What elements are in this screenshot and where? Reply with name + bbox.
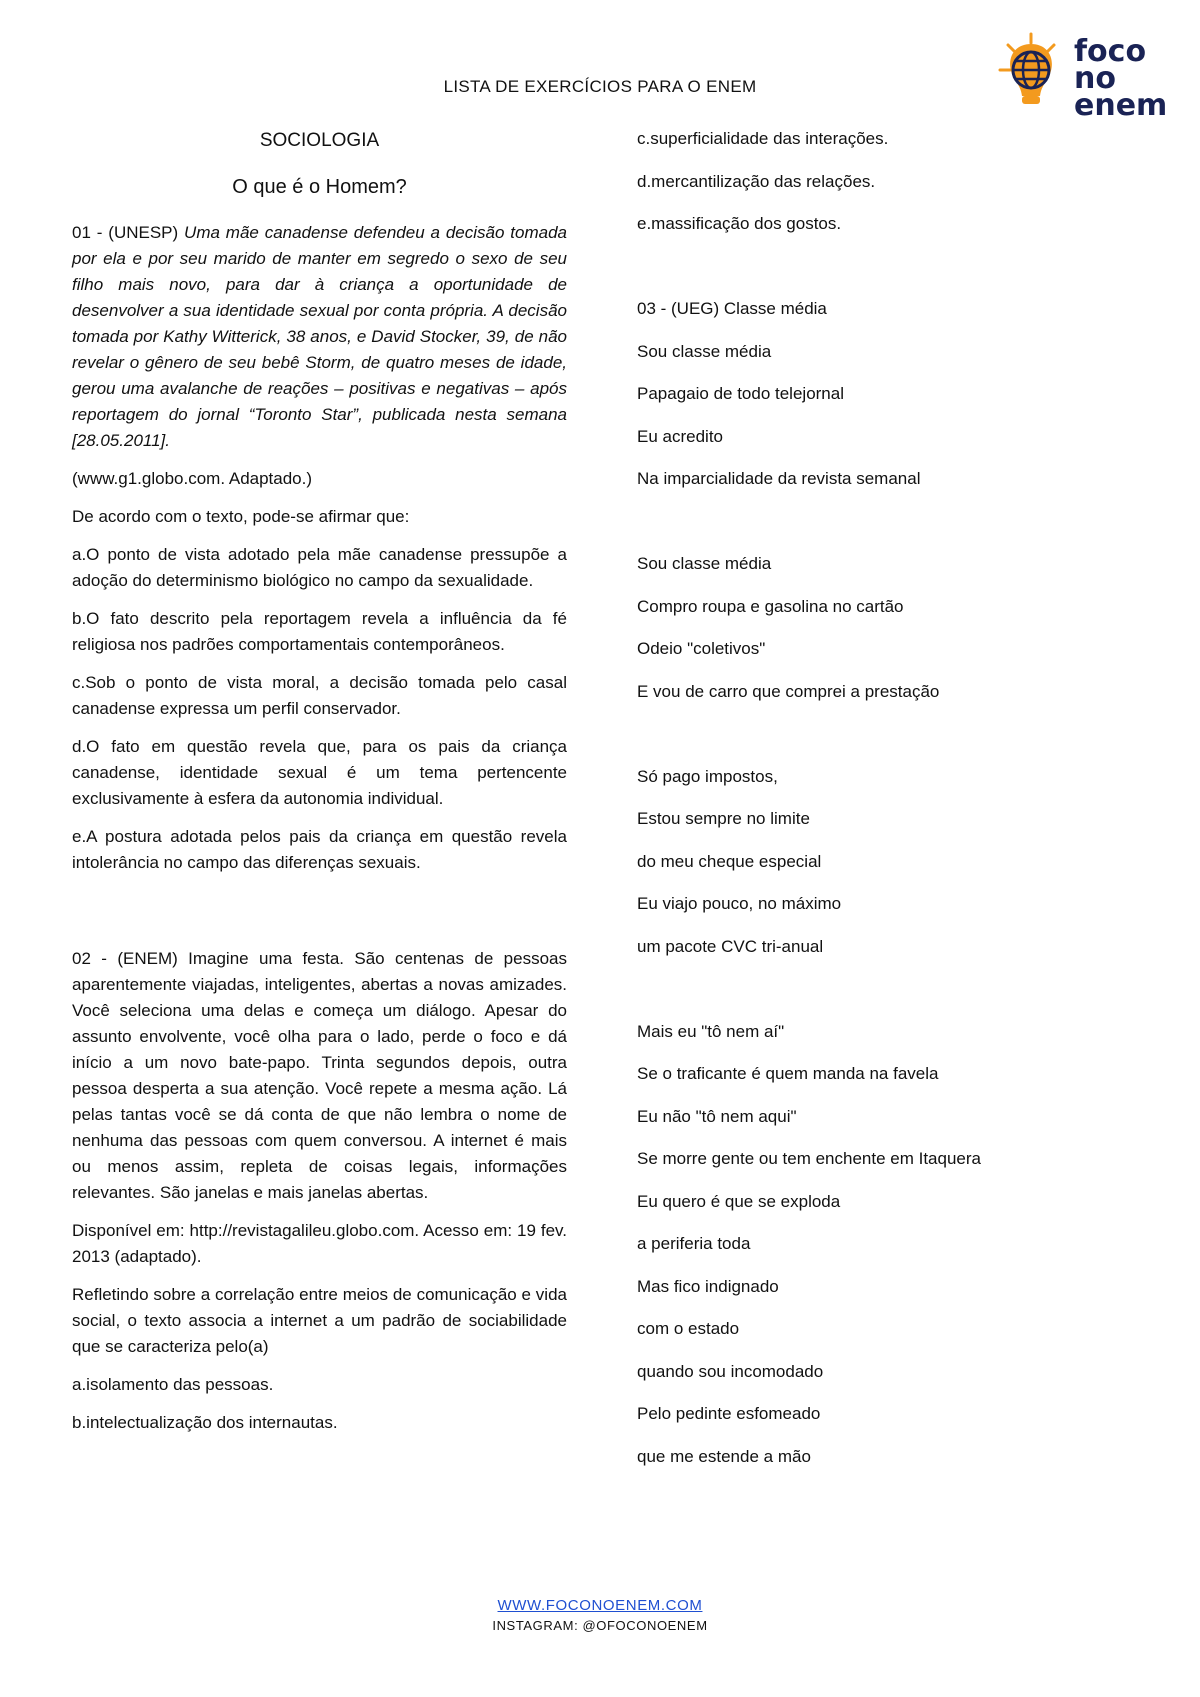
question-2-source: Disponível em: http://revistagalileu.globo.com. Acesso em: 19 fev. 2013 (adaptado).	[72, 1221, 567, 1266]
right-column	[637, 126, 1057, 1486]
question-1-option-c: c.Sob o ponto de vista moral, a decisão tomada pelo casal canadense expressa um perfil conservador.	[72, 673, 567, 718]
topic-heading: O que é o Homem?	[232, 176, 407, 198]
poem-line: quando sou incomodado	[637, 1361, 824, 1381]
poem-line: Sou classe média	[637, 554, 772, 573]
poem-line: um pacote CVC tri-anual	[637, 936, 824, 956]
poem-line: Na imparcialidade da revista semanal	[637, 469, 921, 488]
poem-line: Eu viajo pouco, no máximo	[637, 894, 842, 913]
question-1-source: (www.g1.globo.com. Adaptado.)	[72, 469, 313, 488]
question-2-text: 02 - (ENEM) Imagine uma festa. São centenas de pessoas aparentemente viajadas, inteligentes, abertas a novas amizades. Você seleciona uma delas e começa um diálogo. Apesar do assunto envolvente, você olha para o lado, perde o foco e dá início a um novo bate-papo. Trinta segundos depois, outra pessoa desperta a sua atenção. Você repete a mesma ação. Lá pelas tantas você se dá conta de que não lembra o nome de nenhuma das pessoas com quem conversou. A internet é mais ou menos assim, repleta de coisas legais, informações relevantes. São janelas e mais janelas abertas.	[72, 949, 567, 1202]
question-1-prefix: 01 - (UNESP)	[72, 223, 185, 242]
poem-line: Papagaio de todo telejornal	[637, 384, 844, 403]
poem-line: Estou sempre no limite	[637, 809, 810, 828]
page-title: LISTA DE EXERCÍCIOS PARA O ENEM	[443, 77, 757, 96]
website-link[interactable]: WWW.FOCONOENEM.COM	[497, 1597, 703, 1614]
left-column	[72, 128, 567, 1448]
question-2-prompt: Refletindo sobre a correlação entre meios de comunicação e vida social, o texto associa a internet a um padrão de sociabilidade que se caracteriza pelo(a)	[72, 1285, 567, 1356]
question-1-text	[72, 220, 567, 454]
subject-heading: SOCIOLOGIA	[259, 130, 380, 151]
poem-line: Mais eu "tô nem aí"	[637, 1021, 785, 1041]
poem-line: Só pago impostos,	[637, 766, 778, 786]
poem-line: que me estende a mão	[637, 1446, 811, 1466]
poem-line: Se morre gente ou tem enchente em Itaquera	[637, 1149, 981, 1168]
logo-text-line-2: no enem	[1074, 61, 1168, 123]
poem-line: Pelo pedinte esfomeado	[637, 1404, 821, 1423]
poem-line: Eu quero é que se exploda	[637, 1191, 841, 1211]
poem-line: Eu acredito	[637, 426, 723, 446]
poem-line: Mas fico indignado	[637, 1276, 779, 1296]
question-1-prompt: De acordo com o texto, pode-se afirmar que:	[72, 507, 410, 526]
question-2-option-b: b.intelectualização dos internautas.	[72, 1413, 338, 1432]
poem-line: do meu cheque especial	[637, 851, 822, 871]
poem-line: Eu não "tô nem aqui"	[637, 1106, 797, 1126]
poem-line: com o estado	[637, 1319, 740, 1338]
question-2-option-c: c.superficialidade das interações.	[637, 129, 889, 148]
question-2-option-d: d.mercantilização das relações.	[637, 171, 876, 191]
poem-line: Compro roupa e gasolina no cartão	[637, 596, 904, 616]
question-1-option-e: e.A postura adotada pelos pais da criança em questão revela intolerância no campo das diferenças sexuais.	[72, 827, 567, 872]
instagram-handle: INSTAGRAM: @OFOCONOENEM	[492, 1618, 708, 1633]
question-3-title: 03 - (UEG) Classe média	[637, 299, 827, 318]
question-1-option-a: a.O ponto de vista adotado pela mãe canadense pressupõe a adoção do determinismo biológico no campo da sexualidade.	[72, 545, 567, 590]
poem-line: a periferia toda	[637, 1234, 751, 1253]
question-1-option-b: b.O fato descrito pela reportagem revela a influência da fé religiosa nos padrões comportamentais contemporâneos.	[72, 609, 567, 654]
poem-line: Se o traficante é quem manda na favela	[637, 1064, 939, 1083]
question-1-option-d: d.O fato em questão revela que, para os pais da criança canadense, identidade sexual é um tema pertencente exclusivamente à esfera da autonomia individual.	[72, 737, 567, 808]
poem-line: Sou classe média	[637, 341, 772, 361]
question-2-option-e: e.massificação dos gostos.	[637, 214, 842, 233]
logo-text-line-1: foco	[1074, 34, 1147, 69]
question-2-option-a: a.isolamento das pessoas.	[72, 1375, 274, 1394]
poem-line: E vou de carro que comprei a prestação	[637, 681, 940, 701]
question-1-body: Uma mãe canadense defendeu a decisão tomada por ela e por seu marido de manter em segredo o sexo de seu filho mais novo, para dar à criança a oportunidade de desenvolver a sua identidade sexual por conta própria. A decisão tomada por Kathy Witterick, 38 anos, e David Stocker, 39, de não revelar o gênero de seu bebê Storm, de quatro meses de idade, gerou uma avalanche de reações – positivas e negativas – após reportagem do jornal “Toronto Star”, publicada nesta semana [28.05.2011].	[72, 223, 567, 450]
poem-line: Odeio "coletivos"	[637, 639, 766, 658]
